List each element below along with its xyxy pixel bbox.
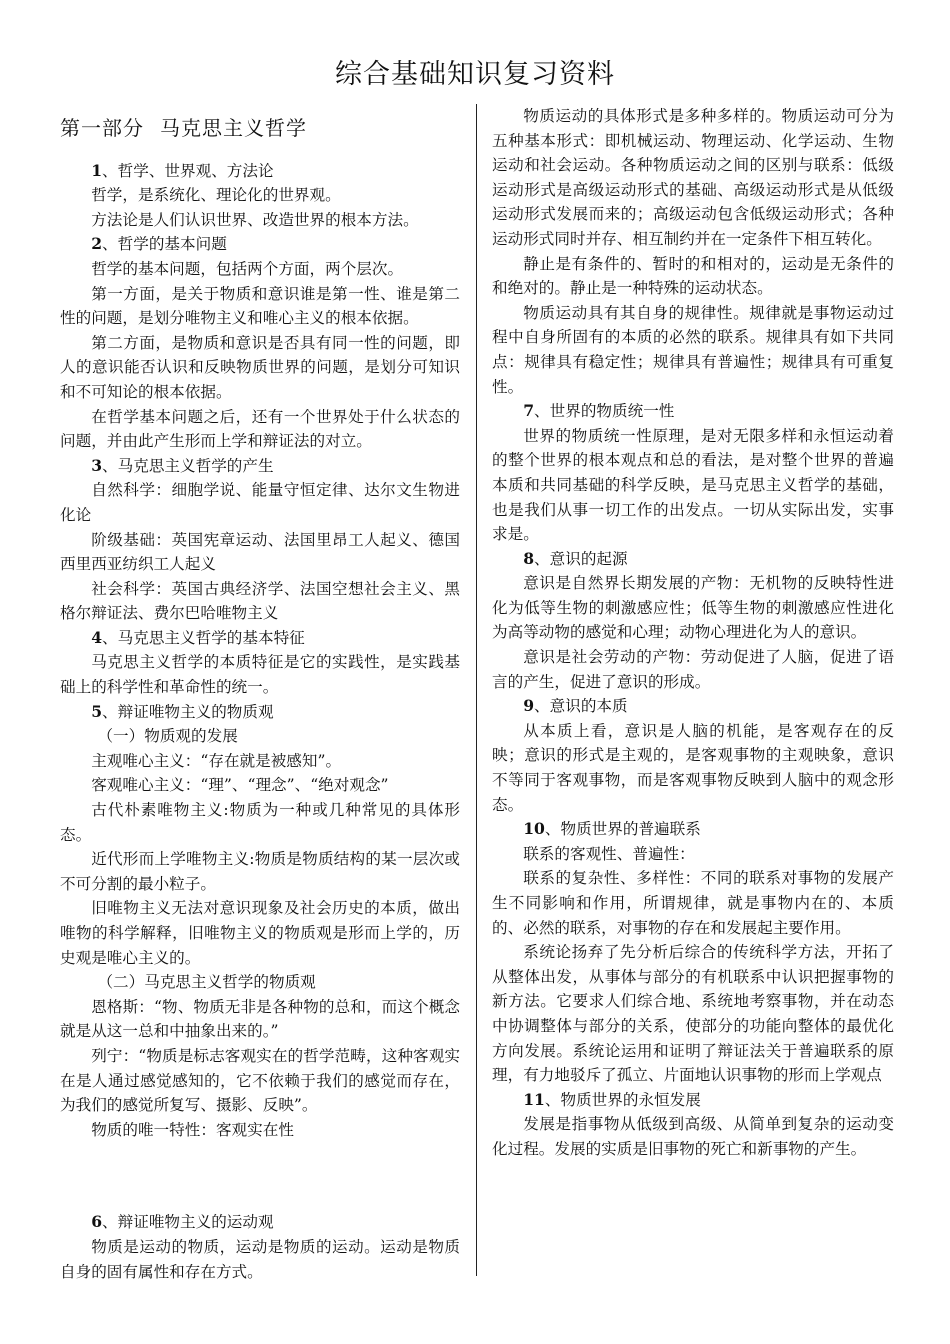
paragraph: 列宁：“物质是标志客观实在的哲学范畴，这种客观实在是人通过感觉感知的，它不依赖于我们的感觉而存在，为我们的感觉所复写、摄影、反映”。 bbox=[60, 1046, 460, 1115]
paragraph: 物质运动具有其自身的规律性。规律就是事物运动过程中自身所固有的本质的必然的联系。规律具有如下共同点：规律具有稳定性；规律具有普遍性；规律具有可重复性。 bbox=[492, 303, 894, 396]
section-number: 7 bbox=[523, 401, 535, 421]
section-heading-text: 、物质世界的永恒发展 bbox=[544, 1090, 701, 1109]
paragraph: 主观唯心主义：“存在就是被感知”。 bbox=[91, 751, 342, 770]
section-number: 4 bbox=[91, 627, 103, 647]
section-heading-text: 、马克思主义哲学的产生 bbox=[102, 456, 274, 475]
section-number: 10 bbox=[523, 819, 545, 839]
paragraph: 自然科学：细胞学说、能量守恒定律、达尔文生物进化论 bbox=[60, 481, 460, 524]
paragraph: 古代朴素唯物主义:物质为一种或几种常见的具体形态。 bbox=[60, 801, 460, 844]
paragraph: 哲学的基本问题，包括两个方面，两个层次。 bbox=[91, 259, 404, 278]
section-heading-text: 、马克思主义哲学的基本特征 bbox=[102, 628, 305, 647]
blank-space bbox=[60, 1142, 460, 1210]
section-heading-text: 、世界的物质统一性 bbox=[534, 402, 675, 421]
paragraph: 社会科学：英国古典经济学、法国空想社会主义、黑格尔辩证法、费尔巴哈唯物主义 bbox=[60, 579, 460, 623]
right-column-body bbox=[492, 104, 894, 1162]
section-heading bbox=[492, 1088, 894, 1113]
paragraph: 阶级基础：英国宪章运动、法国里昂工人起义、德国西里西亚纺织工人起义 bbox=[60, 530, 460, 574]
paragraph: 马克思主义哲学的本质特征是它的实践性，是实践基础上的科学性和革命性的统一。 bbox=[60, 653, 460, 697]
left-column bbox=[60, 110, 460, 1284]
section-heading bbox=[60, 454, 460, 479]
section-heading-text: 、意识的起源 bbox=[534, 549, 628, 568]
subsection-heading: （一）物质观的发展 bbox=[97, 727, 238, 746]
section-heading bbox=[492, 694, 894, 719]
section-number: 2 bbox=[91, 234, 103, 254]
column-divider bbox=[476, 104, 477, 1276]
section-heading bbox=[492, 547, 894, 572]
section-heading bbox=[60, 700, 460, 725]
section-heading-text: 、辩证唯物主义的运动观 bbox=[102, 1213, 274, 1232]
paragraph: 物质是运动的物质，运动是物质的运动。运动是物质自身的固有属性和存在方式。 bbox=[60, 1237, 460, 1281]
section-number: 3 bbox=[91, 455, 103, 475]
section-heading-text: 、辩证唯物主义的物质观 bbox=[102, 702, 274, 721]
paragraph: 联系的客观性、普遍性： bbox=[523, 844, 695, 863]
part-label: 第一部分 bbox=[60, 116, 144, 140]
paragraph: 联系的复杂性、多样性：不同的联系对事物的发展产生不同影响和作用，所谓规律，就是事物内在的、本质的、必然的联系，对事物的存在和发展起主要作用。 bbox=[492, 869, 894, 937]
paragraph: 哲学，是系统化、理论化的世界观。 bbox=[91, 186, 341, 205]
paragraph: 方法论是人们认识世界、改造世界的根本方法。 bbox=[91, 210, 419, 229]
section-number: 11 bbox=[523, 1089, 545, 1109]
left-column-body bbox=[60, 159, 460, 1285]
paragraph: 意识是社会劳动的产物：劳动促进了人脑，促进了语言的产生，促进了意识的形成。 bbox=[492, 648, 894, 691]
section-number: 1 bbox=[91, 160, 103, 180]
section-heading bbox=[60, 1210, 460, 1235]
paragraph: 第一方面，是关于物质和意识谁是第一性、谁是第二性的问题，是划分唯物主义和唯心主义的根本依据。 bbox=[60, 284, 460, 328]
paragraph: 世界的物质统一性原理，是对无限多样和永恒运动着的整个世界的根本观点和总的看法，是对整个世界的普遍本质和共同基础的科学反映，是马克思主义哲学的基础，也是我们从事一切工作的出发点。一切从实际出发，实事求是。 bbox=[492, 426, 894, 544]
document-title: 综合基础知识复习资料 bbox=[335, 59, 615, 90]
paragraph: 旧唯物主义无法对意识现象及社会历史的本质，做出唯物的科学解释，旧唯物主义的物质观是形而上学的，历史观是唯心主义的。 bbox=[60, 899, 460, 967]
paragraph: 意识是自然界长期发展的产物：无机物的反映特性进化为低等生物的刺激感应性；低等生物的刺激感应性进化为高等动物的感觉和心理；动物心理进化为人的意识。 bbox=[492, 574, 894, 642]
section-heading bbox=[60, 626, 460, 651]
section-heading bbox=[492, 399, 894, 424]
subsection-heading: （二）马克思主义哲学的物质观 bbox=[97, 973, 316, 992]
part-name: 马克思主义哲学 bbox=[160, 116, 307, 140]
part-title bbox=[60, 116, 460, 141]
section-heading bbox=[60, 232, 460, 257]
right-column bbox=[492, 104, 894, 1162]
paragraph: 静止是有条件的、暂时的和相对的，运动是无条件的和绝对的。静止是一种特殊的运动状态。 bbox=[492, 254, 894, 298]
paragraph: 在哲学基本问题之后，还有一个世界处于什么状态的问题，并由此产生形而上学和辩证法的对立。 bbox=[60, 407, 460, 451]
paragraph: 从本质上看，意识是人脑的机能，是客观存在的反映；意识的形式是主观的，是客观事物的主观映象，意识不等同于客观事物，而是客观事物反映到人脑中的观念形态。 bbox=[492, 721, 894, 814]
paragraph: 物质运动的具体形式是多种多样的。物质运动可分为五种基本形式：即机械运动、物理运动、化学运动、生物运动和社会运动。各种物质运动之间的区别与联系：低级运动形式是高级运动形式的基础、高级运动形式是从低级运动形式发展而来的；高级运动包含低级运动形式；各种运动形式同时并存、相互制约并在一定条件下相互转化。 bbox=[492, 107, 894, 248]
paragraph: 第二方面，是物质和意识是否具有同一性的问题，即人的意识能否认识和反映物质世界的问题，是划分可知识和不可知论的根本依据。 bbox=[60, 333, 460, 401]
paragraph: 恩格斯：“物、物质无非是各种物的总和，而这个概念就是从这一总和中抽象出来的。” bbox=[60, 997, 460, 1041]
section-heading-text: 、哲学、世界观、方法论 bbox=[102, 161, 274, 180]
section-heading-text: 、哲学的基本问题 bbox=[102, 235, 227, 254]
section-number: 8 bbox=[523, 548, 535, 568]
section-number: 9 bbox=[523, 696, 535, 716]
section-heading-text: 、意识的本质 bbox=[534, 697, 628, 716]
paragraph: 客观唯心主义：“理”、“理念”、“绝对观念” bbox=[91, 776, 389, 795]
paragraph: 发展是指事物从低级到高级、从简单到复杂的运动变化过程。发展的实质是旧事物的死亡和新事物的产生。 bbox=[492, 1115, 894, 1158]
section-number: 6 bbox=[91, 1212, 103, 1232]
section-heading-text: 、物质世界的普遍联系 bbox=[544, 820, 701, 839]
paragraph: 系统论扬弃了先分析后综合的传统科学方法，开拓了从整体出发，从事体与部分的有机联系中认识把握事物的新方法。它要求人们综合地、系统地考察事物，并在动态中协调整体与部分的关系，使部分的功能向整体的最优化方向发展。系统论运用和证明了辩证法关于普遍联系的原理，有力地驳斥了孤立、片面地认识事物的形而上学观点 bbox=[492, 943, 894, 1085]
section-heading bbox=[492, 817, 894, 842]
paragraph: 近代形而上学唯物主义:物质是物质结构的某一层次或不可分割的最小粒子。 bbox=[60, 850, 460, 893]
paragraph: 物质的唯一特性：客观实在性 bbox=[91, 1120, 294, 1139]
section-number: 5 bbox=[91, 701, 103, 721]
section-heading bbox=[60, 159, 460, 184]
